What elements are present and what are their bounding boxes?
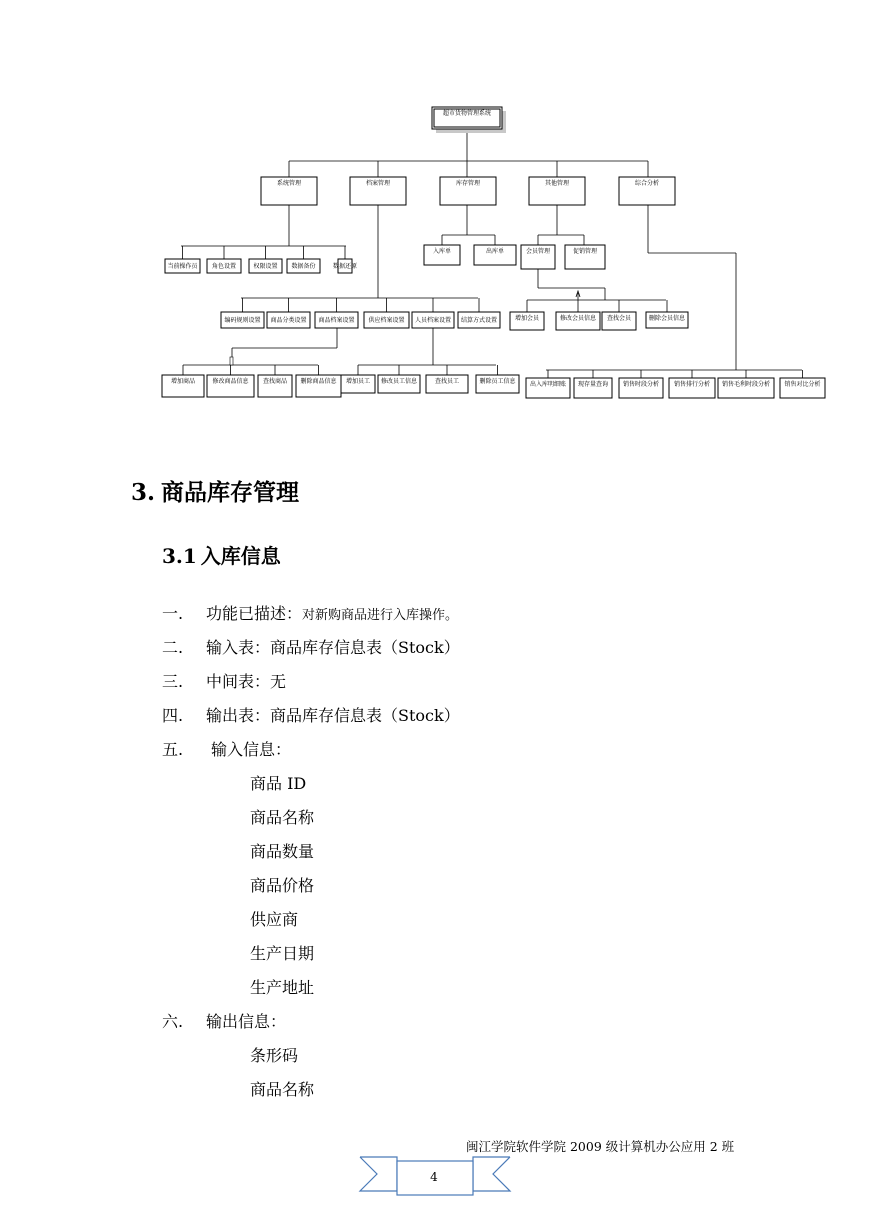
goods-child-box [296, 375, 341, 397]
analysis-child-box-label: 销售对比分析 [784, 381, 821, 388]
other-child-box [565, 245, 605, 269]
system-child-box-label: 权限设置 [253, 263, 278, 270]
system-child-box [333, 259, 357, 273]
list-item [162, 1011, 286, 1033]
list-label: 中间表： [206, 672, 271, 691]
analysis-child-box [574, 378, 612, 398]
subsection-title: 入库信息 [200, 544, 281, 568]
archive-child-box [267, 312, 310, 328]
stock-child-box-label: 入库单 [432, 248, 452, 255]
input-info-item: 商品数量 [250, 842, 315, 861]
archive-child-box [315, 312, 358, 328]
archive-child-box-label: 结算方式设置 [460, 317, 498, 324]
staff-child-box-label: 修改员工信息 [380, 378, 418, 385]
list-label: 输出表： [206, 706, 271, 725]
connector-marker [230, 357, 233, 365]
list-value: 商品库存信息表（Stock） [270, 706, 460, 725]
list-marker: 一. [162, 604, 184, 623]
list-item [162, 739, 291, 761]
other-child-box [521, 245, 555, 269]
list-label: 功能已描述： [206, 604, 303, 623]
org-chart [0, 0, 869, 430]
member-child-box-label: 增加会员 [514, 315, 540, 322]
analysis-child-box-label: 出入库明细账 [529, 381, 567, 388]
list-item [162, 671, 286, 693]
archive-child-box [458, 312, 500, 328]
system-child-box [249, 259, 282, 273]
archive-child-box-label: 供应档案设置 [368, 317, 405, 324]
goods-child-box-label: 修改商品信息 [212, 378, 249, 385]
module-box-label: 库存管理 [455, 180, 481, 187]
other-child-box-label: 促销管理 [572, 248, 598, 255]
subsection-number: 3.1 [162, 544, 197, 568]
root-box [432, 107, 506, 133]
member-child-box-label: 查找会员 [606, 315, 632, 322]
other-child-box-label: 会员管理 [525, 248, 551, 255]
analysis-child-box-label: 现存量查询 [577, 381, 609, 388]
analysis-child-box [718, 378, 774, 398]
list-value: 对新购商品进行入库操作。 [302, 608, 459, 623]
list-item [162, 637, 460, 659]
system-child-box-label: 数据还原 [332, 263, 358, 270]
system-child-box-label: 角色设置 [211, 263, 237, 270]
module-box-label: 档案管理 [365, 180, 391, 187]
member-child-box-label: 修改会员信息 [559, 315, 597, 322]
module-box-label: 综合分析 [634, 180, 660, 187]
page-number: 4 [430, 1170, 438, 1184]
analysis-child-box-label: 销售排行分析 [673, 381, 711, 388]
list-item [162, 705, 460, 727]
analysis-child-box [669, 378, 715, 398]
stock-child-box [424, 245, 460, 265]
staff-child-box-label: 删除员工信息 [479, 378, 516, 385]
output-info-item: 条形码 [250, 1046, 299, 1065]
archive-child-box-label: 商品分类设置 [270, 317, 307, 324]
module-box-label: 其他管理 [544, 180, 570, 187]
list-label: 输入表： [206, 638, 271, 657]
list-label: 输入信息： [211, 740, 292, 759]
member-child-box [602, 312, 636, 330]
list-label: 输出信息： [206, 1012, 287, 1031]
archive-child-box [221, 312, 264, 328]
module-box-label: 系统管理 [276, 180, 302, 187]
subsection-heading [162, 540, 281, 569]
list-marker: 五. [162, 740, 184, 759]
archive-child-box [412, 312, 454, 328]
archive-child-box-label: 商品档案设置 [318, 317, 355, 324]
staff-child-box-label: 查找员工 [434, 378, 460, 385]
section-heading [131, 474, 299, 507]
system-child-box-label: 当前操作员 [167, 263, 198, 270]
module-box [529, 177, 585, 205]
input-info-item: 生产地址 [250, 978, 315, 997]
staff-child-box [341, 375, 375, 393]
staff-child-box [378, 375, 420, 393]
member-child-box [646, 312, 688, 328]
stock-child-box-label: 出库单 [485, 248, 505, 255]
goods-child-box-label: 增加商品 [170, 378, 196, 385]
staff-child-box [476, 375, 519, 393]
analysis-child-box [619, 378, 663, 398]
footer-text: 闽江学院软件学院 2009 级计算机办公应用 2 班 [466, 1139, 735, 1154]
analysis-child-box [526, 378, 570, 398]
goods-child-box [207, 375, 254, 397]
stock-child-box [474, 245, 516, 265]
list-marker: 二. [162, 638, 184, 657]
input-info-item: 商品价格 [250, 876, 315, 895]
archive-child-box-label: 编码规则设置 [224, 317, 261, 324]
module-box [350, 177, 406, 205]
system-child-box-label: 数据备份 [291, 263, 316, 270]
module-box [619, 177, 675, 205]
goods-child-box [258, 375, 292, 397]
section-title: 商品库存管理 [161, 480, 300, 506]
member-child-box [556, 312, 600, 330]
archive-child-box [364, 312, 409, 328]
staff-child-box [426, 375, 468, 393]
output-info-item: 商品名称 [250, 1080, 315, 1099]
goods-child-box [162, 375, 204, 397]
list-value: 商品库存信息表（Stock） [270, 638, 460, 657]
module-box [261, 177, 317, 205]
member-child-box-label: 删除会员信息 [648, 315, 686, 322]
list-marker: 六. [162, 1012, 184, 1031]
list-marker: 四. [162, 706, 184, 725]
member-child-box [510, 312, 544, 330]
analysis-child-box-label: 销售毛利时段分析 [721, 381, 771, 388]
analysis-child-box-label: 销售时段分析 [622, 381, 660, 388]
goods-child-box-label: 删除商品信息 [300, 378, 337, 385]
list-value: 无 [270, 672, 287, 691]
system-child-box [207, 259, 241, 273]
goods-child-box-label: 查找商品 [262, 378, 288, 385]
input-info-item: 商品名称 [250, 808, 315, 827]
input-info-item: 供应商 [250, 910, 299, 929]
input-info-item: 生产日期 [250, 944, 315, 963]
list-item [162, 603, 458, 625]
module-box [440, 177, 496, 205]
archive-child-box-label: 人员档案设置 [414, 317, 452, 324]
section-number: 3. [131, 479, 156, 506]
list-marker: 三. [162, 672, 184, 691]
system-child-box [287, 259, 320, 273]
input-info-item: 商品 ID [250, 774, 307, 793]
analysis-child-box [780, 378, 825, 398]
staff-child-box-label: 增加员工 [345, 378, 371, 385]
system-child-box [165, 259, 200, 273]
root-box-label: 超市货物管理系统 [442, 110, 492, 117]
